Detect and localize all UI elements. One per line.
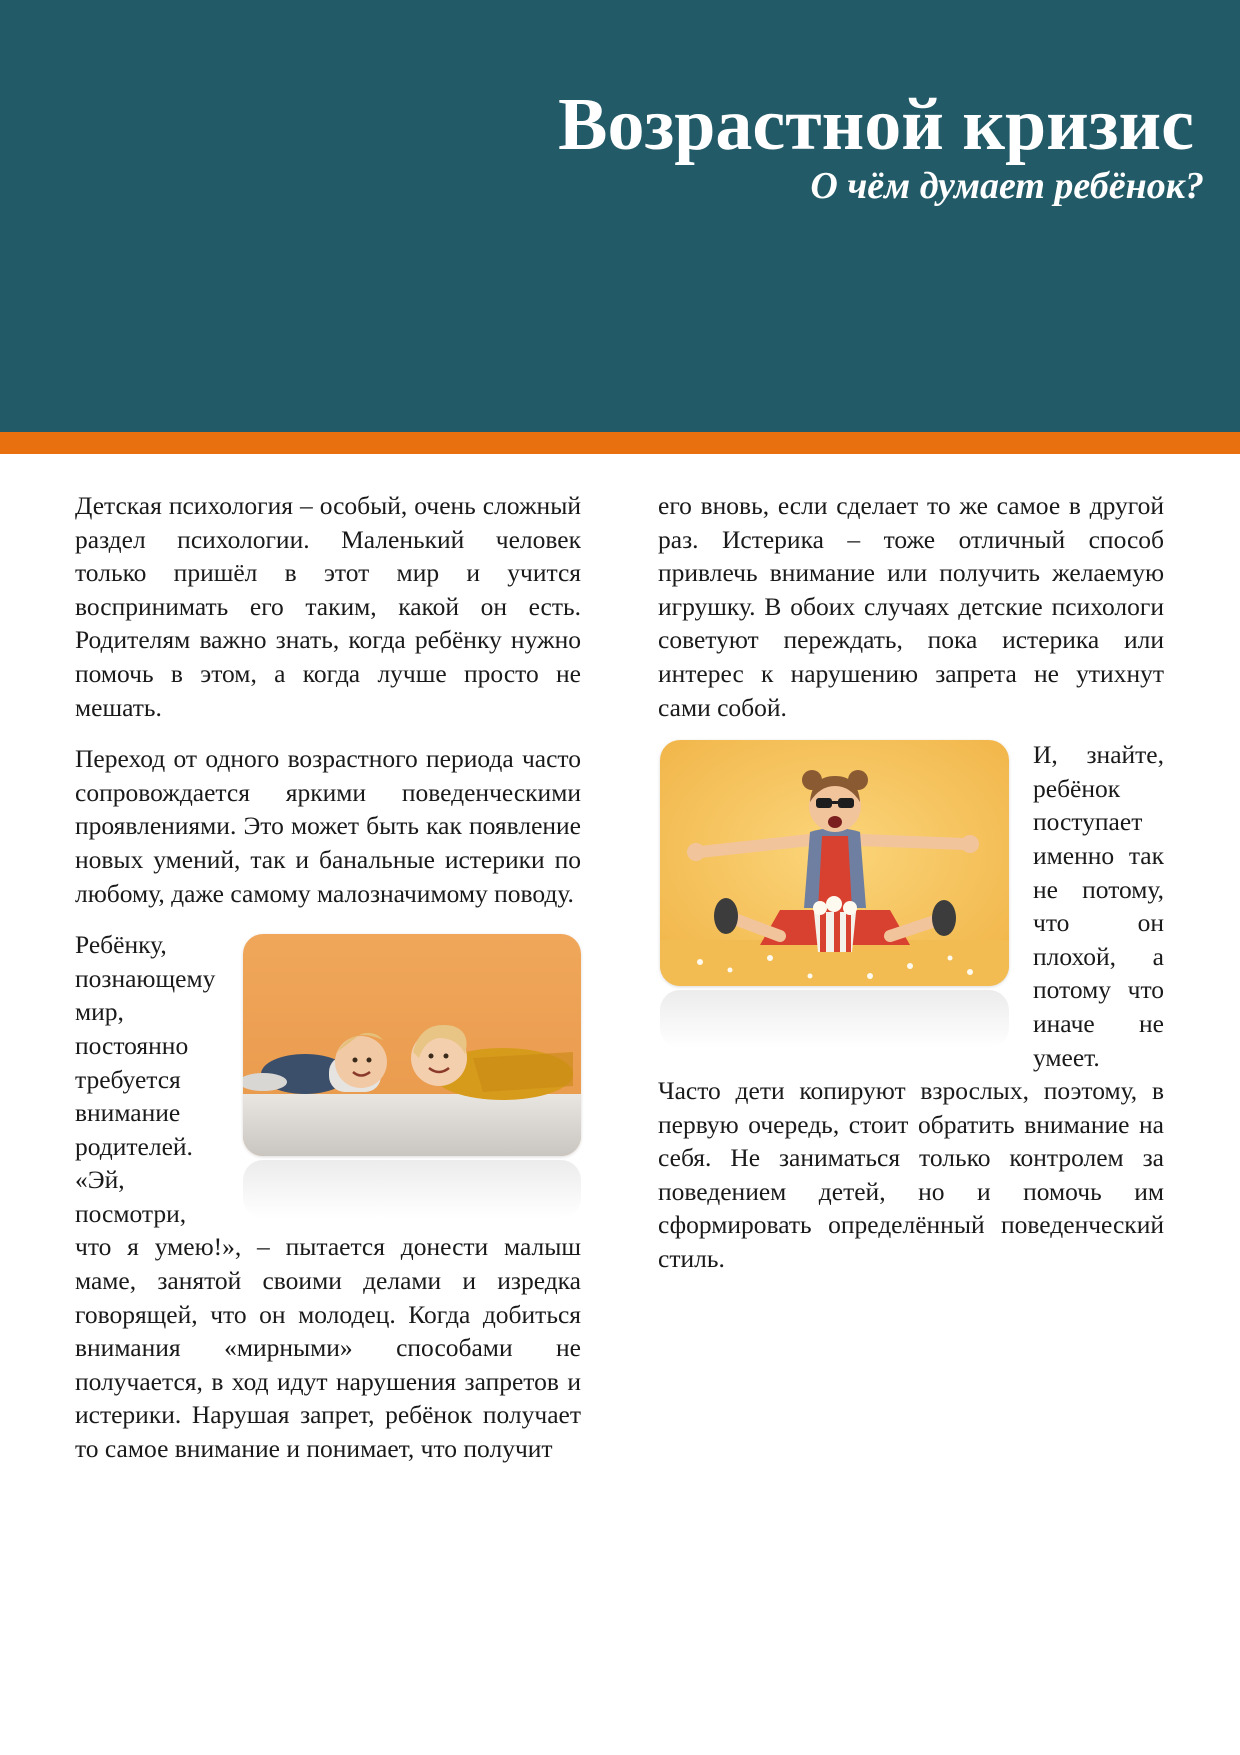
header-banner (0, 0, 1240, 432)
girl-photo-reflection (660, 990, 1009, 1048)
right-column (658, 489, 1164, 1290)
accent-divider (0, 432, 1240, 454)
left-column (75, 489, 581, 1484)
paragraph-attention: Ребёнку, познающему мир, постоянно требуется внимание родителей. «Эй, посмотри, что я умею!», – пытается донести малыш маме, занятой своими делами и изредка говорящей, что он молодец. Когда добиться внимания «мирными» способами не получается, в ход идут нарушения запретов и истерики. Нарушая запрет, ребёнок получает то самое внимание и понимает, что получит (75, 930, 581, 1464)
children-lying-image (243, 934, 581, 1156)
paragraph-intro: Детская психология – особый, очень сложный раздел психологии. Маленький человек только пришёл в этот мир и учится воспринимать его таким, какой он есть. Родителям важно знать, когда ребёнку нужно помочь в этом, а когда лучше просто не мешать. (75, 491, 581, 722)
paragraph-transition: Переход от одного возрастного периода часто сопровождается яркими поведенческими проявлениями. Это может быть как появление новых умений, так и банальные истерики по любому, даже самому малозначимому поводу. (75, 744, 581, 908)
paragraph-continuation: его вновь, если сделает то же самое в другой раз. Истерика – тоже отличный способ привлечь внимание или получить желаемую игрушку. В обоих случаях детские психологи советуют переждать, пока истерика или интерес к нарушению запрета не утихнут сами собой. (658, 491, 1164, 722)
children-photo (243, 934, 581, 1216)
girl-popcorn-image (660, 740, 1009, 986)
children-photo-reflection (243, 1160, 581, 1218)
girl-photo-frame (660, 740, 1009, 986)
girl-photo (660, 740, 1009, 1062)
page-title: Возрастной кризис (558, 84, 1194, 166)
paragraph-advice: И, знайте, ребёнок поступает именно так не потому, что он плохой, а потому что иначе не умеет. Часто дети копируют взрослых, поэтому, в первую очередь, стоит обратить внимание на себя. Не заниматься только контролем за поведением детей, но и помочь им сформировать определённый поведенческий стиль. (658, 740, 1164, 1274)
page-subtitle: О чём думает ребёнок? (810, 165, 1204, 207)
children-photo-frame (243, 934, 581, 1156)
